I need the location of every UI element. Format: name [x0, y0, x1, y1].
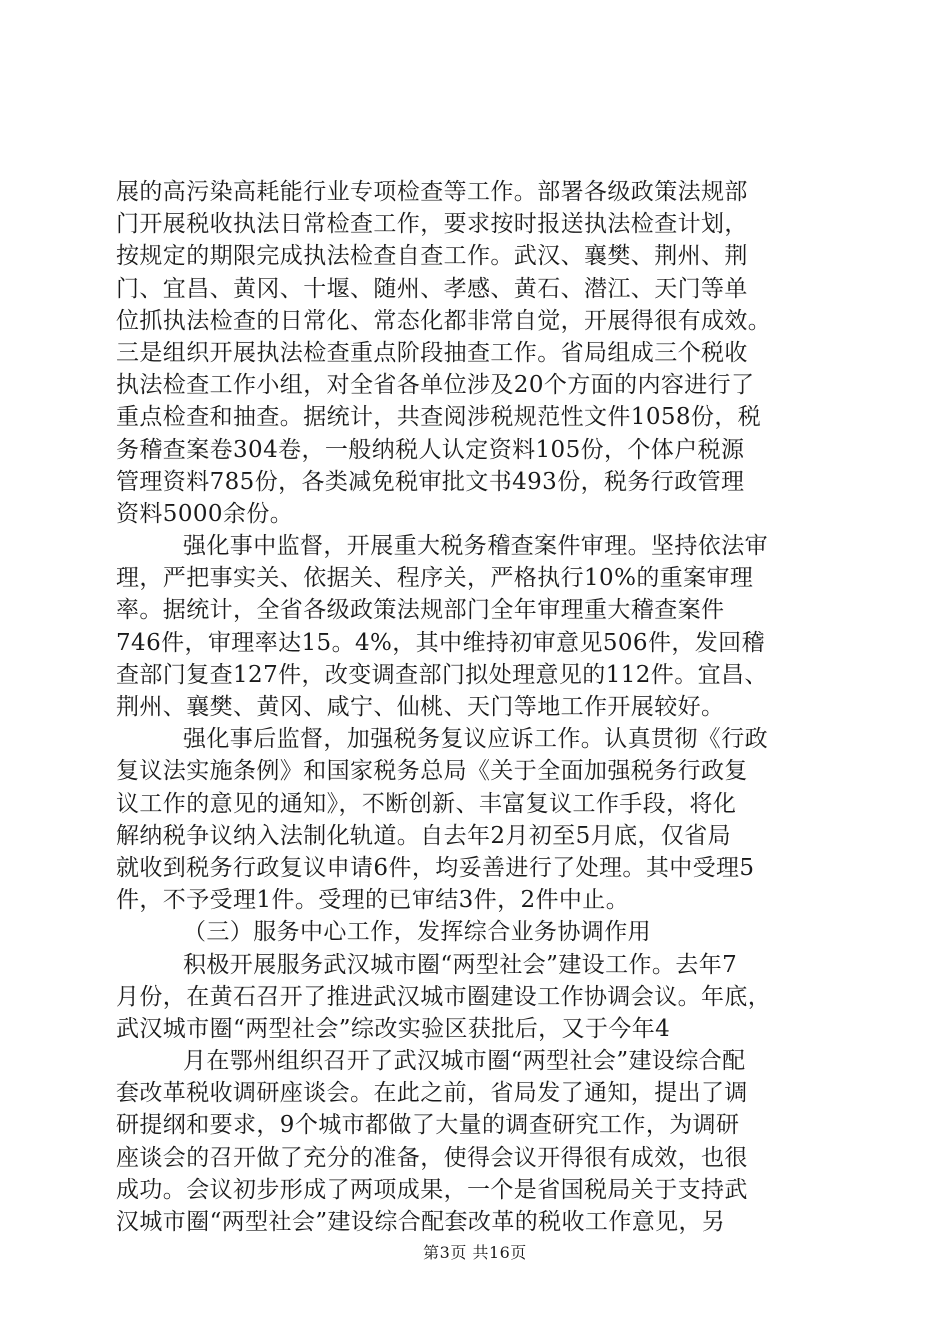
text-line: 746件，审理率达15。4%，其中维持初审意见506件，发回稽	[116, 629, 765, 656]
text-line: 展的高污染高耗能行业专项检查等工作。部署各级政策法规部	[116, 179, 748, 205]
text-line: 套改革税收调研座谈会。在此之前，省局发了通知，提出了调	[116, 1080, 748, 1107]
text-line: 强化事中监督，开展重大税务稽查案件审理。坚持依法审	[183, 533, 768, 560]
text-line: 率。据统计，全省各级政策法规部门全年审理重大稽查案件	[116, 597, 725, 624]
text-line: 积极开展服务武汉城市圈“两型社会”建设工作。去年7	[183, 951, 738, 978]
text-line: （三）服务中心工作，发挥综合业务协调作用	[183, 919, 651, 946]
text-line: 汉城市圈“两型社会”建设综合配套改革的税收工作意见，另	[116, 1209, 726, 1235]
text-line: 理，严把事实关、依据关、程序关，严格执行10%的重案审理	[116, 565, 754, 592]
text-line: 位抓执法检查的日常化、常态化都非常自觉，开展得很有成效。	[116, 307, 772, 334]
text-line: 座谈会的召开做了充分的准备，使得会议开得很有成效，也很	[116, 1144, 748, 1171]
text-line: 就收到税务行政复议申请6件，均妥善进行了处理。其中受理5	[116, 854, 755, 881]
text-line: 执法检查工作小组，对全省各单位涉及20个方面的内容进行了	[116, 372, 755, 399]
text-line: 月份，在黄石召开了推进武汉城市圈建设工作协调会议。年底，	[116, 983, 772, 1010]
text-line: 务稽查案卷304卷，一般纳税人认定资料105份，个体户税源	[116, 436, 745, 463]
text-line: 武汉城市圈“两型社会”综改实验区获批后，又于今年4	[116, 1015, 671, 1042]
text-line: 荆州、襄樊、黄冈、咸宁、仙桃、天门等地工作开展较好。	[116, 694, 725, 720]
text-line: 查部门复查127件，改变调查部门拟处理意见的112件。宜昌、	[116, 661, 768, 688]
text-line: 强化事后监督，加强税务复议应诉工作。认真贯彻《行政	[183, 726, 768, 753]
text-line: 按规定的期限完成执法检查自查工作。武汉、襄樊、荆州、荆	[116, 243, 748, 270]
text-line: 重点检查和抽查。据统计，共查阅涉税规范性文件1058份，税	[116, 404, 762, 431]
text-line: 议工作的意见的通知》，不断创新、丰富复议工作手段，将化	[116, 790, 737, 817]
text-line: 管理资料785份，各类减免税审批文书493份，税务行政管理	[116, 468, 745, 495]
page-footer: 第3页 共16页	[423, 1243, 527, 1262]
text-line: 三是组织开展执法检查重点阶段抽查工作。省局组成三个税收	[116, 339, 748, 366]
body-text	[116, 176, 846, 1238]
text-line: 门开展税收执法日常检查工作，要求按时报送执法检查计划，	[116, 211, 748, 238]
text-line: 月在鄂州组织召开了武汉城市圈“两型社会”建设综合配	[183, 1048, 746, 1075]
text-line: 资料5000余份。	[116, 500, 294, 527]
text-line: 研提纲和要求，9个城市都做了大量的调查研究工作，为调研	[116, 1112, 740, 1139]
text-line: 解纳税争议纳入法制化轨道。自去年2月初至5月底，仅省局	[116, 822, 732, 849]
text-line: 门、宜昌、黄冈、十堰、随州、孝感、黄石、潜江、天门等单	[116, 275, 748, 302]
text-line: 成功。会议初步形成了两项成果，一个是省国税局关于支持武	[116, 1176, 748, 1203]
text-line: 复议法实施条例》和国家税务总局《关于全面加强税务行政复	[116, 758, 748, 785]
text-line: 件，不予受理1件。受理的已审结3件，2件中止。	[116, 887, 630, 914]
